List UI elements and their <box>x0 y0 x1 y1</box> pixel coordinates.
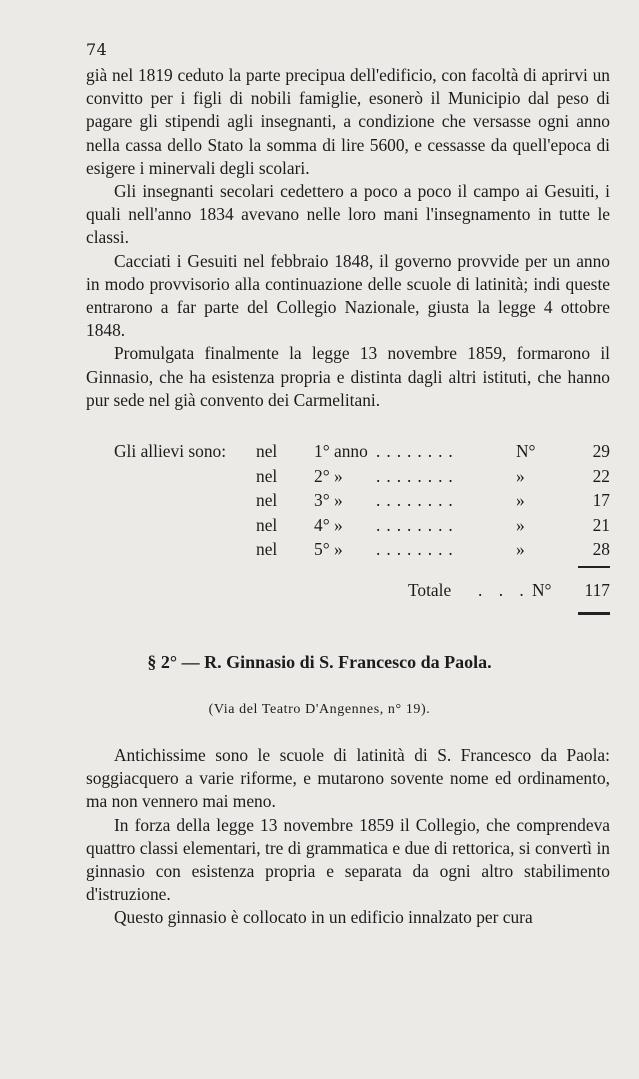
paragraph: Questo ginnasio è collocato in un edificio innalzato per cura <box>114 907 533 928</box>
page-number: 74 <box>86 40 108 59</box>
row-nel: nel <box>256 539 278 560</box>
row-class: 1° anno <box>314 441 368 461</box>
row-unit: » <box>516 490 525 511</box>
row-nel: nel <box>256 490 278 511</box>
row-dots: ........ <box>376 465 459 486</box>
row-count: 17 <box>592 490 610 511</box>
table-row <box>86 464 610 489</box>
table-row <box>86 488 610 513</box>
section-heading: § 2° — R. Ginnasio di S. Francesco da Paola. <box>147 652 492 672</box>
students-intro: Gli allievi sono: <box>114 441 227 461</box>
sum-rule <box>578 566 610 568</box>
paragraph: già nel 1819 ceduto la parte precipua dell'edificio, con facoltà di aprirvi un convitto per i figli di nobili famiglie, esonerò il Municipio dal peso di pagare gli stipendi agli insegnanti, a condizione che versasse ogni anno nella cassa dello Stato la somma di lire 5600, e cessasse da quell'epoca di esigere i minervali degli scolari. <box>86 65 610 178</box>
total-count: 117 <box>584 580 610 600</box>
row-nel: nel <box>256 465 278 486</box>
row-dots: ........ <box>376 514 459 535</box>
row-class: 2° » <box>314 465 343 486</box>
paragraph: Antichissime sono le scuole di latinità di S. Francesco da Paola: soggiacquero a varie riforme, e mutarono sovente nome ed ordinamento, ma non vennero mai meno. <box>86 745 610 812</box>
body-text-bottom <box>86 744 610 930</box>
row-count: 22 <box>592 465 610 486</box>
row-dots: ........ <box>376 441 459 461</box>
paragraph: Cacciati i Gesuiti nel febbraio 1848, il governo provvide per un anno in modo provvisorio alla continuazione delle scuole di latinità; indi queste entrarono a far parte del Collegio Nazionale, giusta la legge 4 ottobre 1848. <box>86 250 610 341</box>
row-dots: ........ <box>376 539 459 560</box>
body-text-top <box>86 64 610 412</box>
row-count: 21 <box>592 514 610 535</box>
row-dots: ........ <box>376 490 459 511</box>
row-nel: nel <box>256 441 278 461</box>
table-row <box>86 513 610 538</box>
row-class: 4° » <box>314 514 343 535</box>
row-count: 28 <box>592 539 610 560</box>
paragraph: Promulgata finalmente la legge 13 novembre 1859, formarono il Ginnasio, che ha esistenza propria e distinta dagli altri istituti, che hanno pur sede nel già convento dei Carmelitani. <box>86 343 610 410</box>
total-label: Totale <box>408 580 452 600</box>
row-count: 29 <box>592 441 610 461</box>
row-unit: » <box>516 514 525 535</box>
paragraph: Gli insegnanti secolari cedettero a poco a poco il campo ai Gesuiti, i quali nell'anno 1834 avevano nelle loro mani l'insegnamento in tutte le classi. <box>86 181 610 248</box>
total-rule <box>578 612 610 615</box>
students-table <box>86 439 610 562</box>
row-unit: » <box>516 465 525 486</box>
total-unit: N° <box>532 580 552 600</box>
total-dots: . . . <box>478 580 530 600</box>
row-unit: N° <box>516 441 536 461</box>
row-unit: » <box>516 539 525 560</box>
paragraph: In forza della legge 13 novembre 1859 il Collegio, che comprendeva quattro classi elementari, tre di grammatica e due di rettorica, si convertì in ginnasio con esistenza propria e separata da ogni altro stabilimento d'istruzione. <box>86 814 610 905</box>
row-class: 5° » <box>314 539 343 560</box>
row-class: 3° » <box>314 490 343 511</box>
table-row <box>86 537 610 562</box>
row-nel: nel <box>256 514 278 535</box>
table-row <box>86 439 610 464</box>
section-address: (Via del Teatro D'Angennes, n° 19). <box>208 702 431 717</box>
